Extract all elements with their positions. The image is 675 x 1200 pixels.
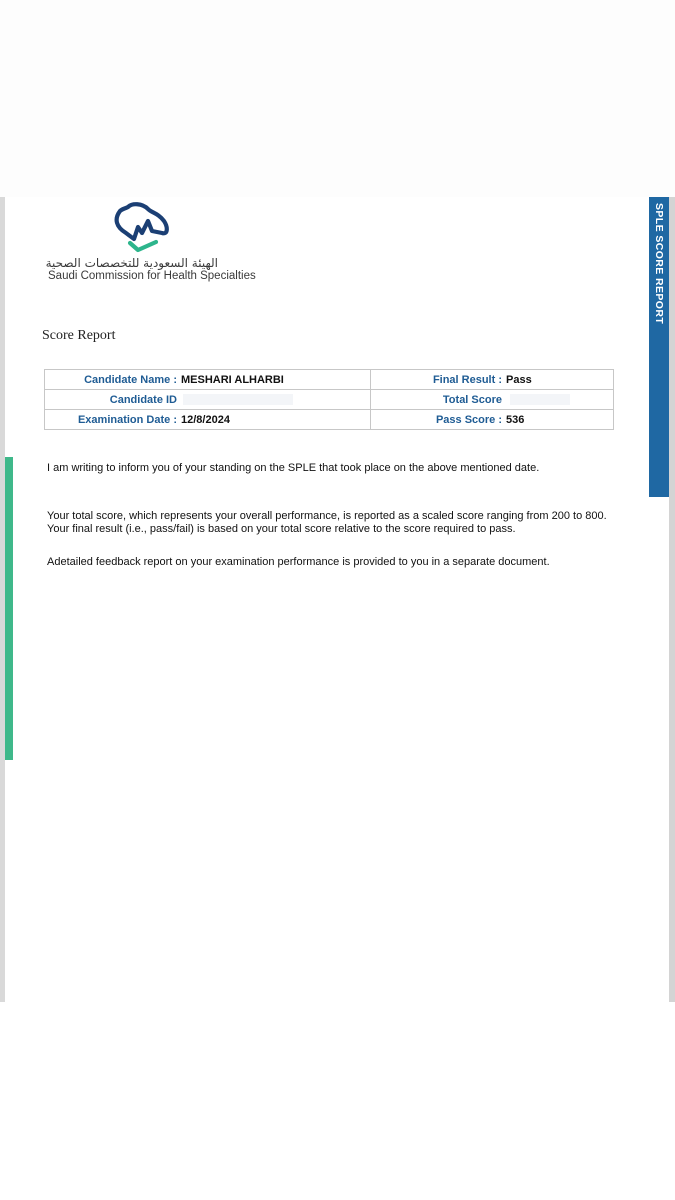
candidate-info-table (44, 369, 614, 430)
page-right-edge (669, 197, 675, 1002)
side-banner-text: SPLE SCORE REPORT (653, 203, 665, 325)
pass-score-label: Pass Score : (435, 413, 502, 426)
accent-bar (5, 457, 13, 760)
scfhs-logo-icon (108, 201, 174, 257)
side-banner (649, 197, 669, 497)
final-result-value: Pass (506, 373, 532, 386)
examination-date-value: 12/8/2024 (181, 413, 230, 426)
examination-date-label: Examination Date : (77, 413, 177, 426)
score-explanation-paragraph: Your total score, which represents your overall performance, is reported as a scaled score ranging from 200 to 800. Your final result (i.e., pass/fail) is based on your total score relative to the score required to pass. (47, 510, 607, 535)
candidate-id-label: Candidate ID (109, 393, 177, 406)
candidate-name-label: Candidate Name : (84, 373, 177, 386)
table-row (45, 370, 614, 390)
pass-score-value: 536 (506, 413, 525, 426)
redacted-total-score (510, 394, 570, 405)
table-row (45, 410, 614, 430)
score-report-page (0, 197, 675, 1002)
feedback-paragraph: Adetailed feedback report on your examination performance is provided to you in a separate document. (47, 556, 550, 568)
candidate-name-value: MESHARI ALHARBI (181, 373, 284, 386)
org-arabic-name: الهيئة السعودية للتخصصات الصحية (45, 256, 218, 270)
intro-paragraph: I am writing to inform you of your standing on the SPLE that took place on the above mentioned date. (47, 462, 540, 474)
redacted-candidate-id (183, 394, 293, 405)
table-row (45, 390, 614, 410)
org-english-name: Saudi Commission for Health Specialties (48, 270, 256, 282)
report-title: Score Report (42, 328, 116, 343)
final-result-label: Final Result : (432, 373, 502, 386)
bottom-margin (0, 1002, 675, 1200)
top-margin (0, 0, 675, 197)
total-score-label: Total Score (442, 393, 502, 406)
